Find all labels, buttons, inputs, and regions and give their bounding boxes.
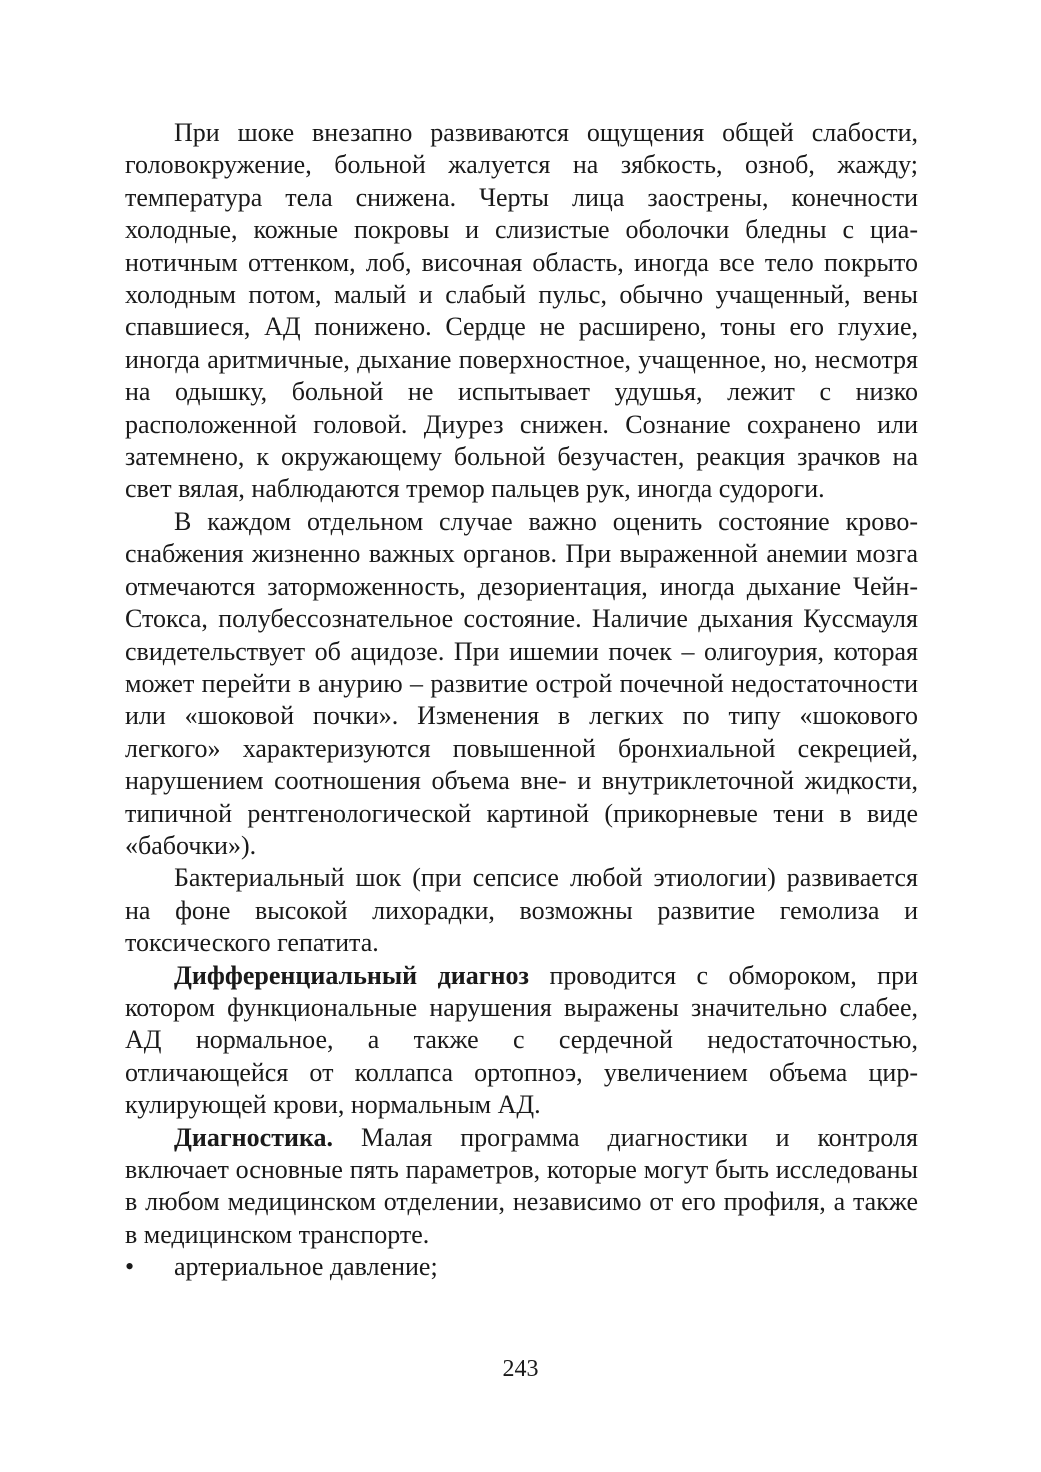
paragraph-text: Малая программа диагностики и контроля включает основные пять параметров, которые могут быть исследованы в любом медицинском отделении, независимо от его профиля, а также в медицинском транспорте.	[125, 1122, 918, 1249]
paragraph-shock-symptoms	[125, 117, 918, 506]
page-body	[125, 117, 918, 1284]
paragraph-lead: Диагностика.	[174, 1122, 334, 1152]
paragraph-bacterial-shock	[125, 862, 918, 959]
paragraph-text: проводится с обмороком, при котором функциональные нарушения выражены значительно слабее, АД нормальное, а также с сердечной недостаточностью, отличающейся от коллапса ортопноэ, увеличением объема циркулирующей крови, нормальным АД.	[125, 960, 918, 1120]
paragraph-differential-diagnosis	[125, 960, 918, 1122]
bullet-item	[125, 1251, 918, 1283]
paragraph-text: При шоке внезапно развиваются ощущения общей слабости, головокружение, больной жалуется на зябкость, озноб, жажду; температура тела снижена. Черты лица заострены, конечности холодные, кожные покровы и слизистые оболочки бледны с цианотичным оттенком, лоб, височная область, иногда все тело покрыто холодным потом, малый и слабый пульс, обычно учащенный, вены спавшиеся, АД понижено. Сердце не расширено, тоны его глухие, иногда аритмичные, дыхание поверхностное, учащенное, но, несмотря на одышку, больной не испытывает удушья, лежит с низко расположенной головой. Диурез снижен. Сознание сохранено или затемнено, к окружающему больной безучастен, реакция зрачков на свет вялая, наблюдаются тремор пальцев рук, иногда судороги.	[125, 118, 918, 504]
paragraph-text: В каждом отдельном случае важно оценить состояние кровоснабжения жизненно важных органов. При выраженной анемии мозга отмечаются заторможенность, дезориентация, иногда дыхание Чейн-Стокса, полубессознательное состояние. Наличие дыхания Куссмауля свидетельствует об ацидозе. При ишемии почек – олигоурия, которая может перейти в анурию – развитие острой почечной недостаточности или «шоковой почки». Изменения в легких по типу «шокового легкого» характеризуются повышенной бронхиальной секрецией, нарушением соотношения объема вне- и внутриклеточной жидкости, типичной рентгенологической картиной (прикорневые тени в виде «бабочки»).	[125, 506, 918, 860]
paragraph-diagnostics	[125, 1122, 918, 1252]
paragraph-organ-perfusion	[125, 506, 918, 862]
bullet-icon: •	[125, 1252, 135, 1282]
bullet-text: артериальное давление;	[174, 1252, 438, 1282]
paragraph-lead: Дифференциальный диагноз	[174, 960, 529, 990]
page-number: 243	[502, 1356, 539, 1382]
paragraph-text: Бактериальный шок (при сепсисе любой этиологии) развивается на фоне высокой лихорадки, возможны развитие гемолиза и токсического гепатита.	[125, 863, 918, 958]
